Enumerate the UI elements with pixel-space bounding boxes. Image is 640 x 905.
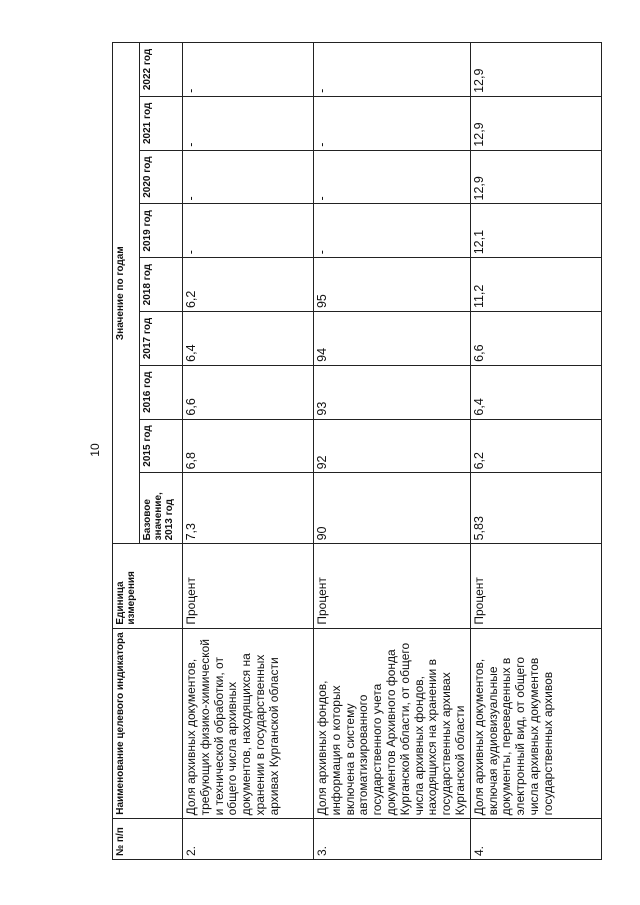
unit: Процент: [470, 544, 601, 628]
row-num: 3.: [314, 819, 471, 860]
header-year-2019: 2019 год: [140, 204, 183, 258]
header-year-2017: 2017 год: [140, 312, 183, 366]
value-2015: 6,8: [183, 419, 314, 473]
base-value: 7,3: [183, 473, 314, 544]
value-2021: -: [314, 96, 471, 150]
value-2022: -: [183, 43, 314, 97]
base-value: 90: [314, 473, 471, 544]
header-name: Наименование целевого индикатора: [113, 628, 183, 819]
table-row: [314, 43, 471, 860]
value-2021: -: [183, 96, 314, 150]
indicator-name: Доля архивных документов, включая аудиовизуальные документы, переведенных в электронный вид, от общего числа архивных документов государственных архивов: [470, 628, 601, 819]
unit: Процент: [314, 544, 471, 628]
unit: Процент: [183, 544, 314, 628]
value-2019: -: [183, 204, 314, 258]
indicator-name: Доля архивных фондов, информация о которых включена в систему автоматизированного государственного учета документов Архивного фонда Курганской области, от общего числа архивных фондов, находящихся на хранении в государственных архивах Курганской области: [314, 628, 471, 819]
value-2016: 6,6: [183, 365, 314, 419]
value-2020: -: [314, 150, 471, 204]
value-2015: 6,2: [470, 419, 601, 473]
header-year-2016: 2016 год: [140, 365, 183, 419]
table-row: [183, 43, 314, 860]
value-2021: 12,9: [470, 96, 601, 150]
header-unit: Единица измерения: [113, 544, 183, 628]
value-2017: 6,6: [470, 312, 601, 366]
value-2020: -: [183, 150, 314, 204]
header-values-by-year: Значение по годам: [113, 43, 140, 544]
value-2017: 6,4: [183, 312, 314, 366]
value-2016: 6,4: [470, 365, 601, 419]
header-year-2015: 2015 год: [140, 419, 183, 473]
value-2017: 94: [314, 312, 471, 366]
header-year-2020: 2020 год: [140, 150, 183, 204]
indicator-name: Доля архивных документов, требующих физико-химической и технической обработки, от общего числа архивных документов, находящихся на хранении в государственных архивах Курганской области: [183, 628, 314, 819]
page-number: 10: [88, 443, 102, 457]
base-value: 5,83: [470, 473, 601, 544]
header-base: Базовое значение, 2013 год: [140, 473, 183, 544]
value-2018: 6,2: [183, 258, 314, 312]
value-2022: 12,9: [470, 43, 601, 97]
value-2019: 12,1: [470, 204, 601, 258]
value-2019: -: [314, 204, 471, 258]
header-year-2018: 2018 год: [140, 258, 183, 312]
row-num: 4.: [470, 819, 601, 860]
header-year-2022: 2022 год: [140, 43, 183, 97]
value-2020: 12,9: [470, 150, 601, 204]
value-2018: 11,2: [470, 258, 601, 312]
row-num: 2.: [183, 819, 314, 860]
table-row: [470, 43, 601, 860]
header-year-2021: 2021 год: [140, 96, 183, 150]
value-2018: 95: [314, 258, 471, 312]
header-num: № п/п: [113, 819, 183, 860]
value-2016: 93: [314, 365, 471, 419]
target-indicators-table: [112, 42, 602, 860]
value-2022: -: [314, 43, 471, 97]
value-2015: 92: [314, 419, 471, 473]
